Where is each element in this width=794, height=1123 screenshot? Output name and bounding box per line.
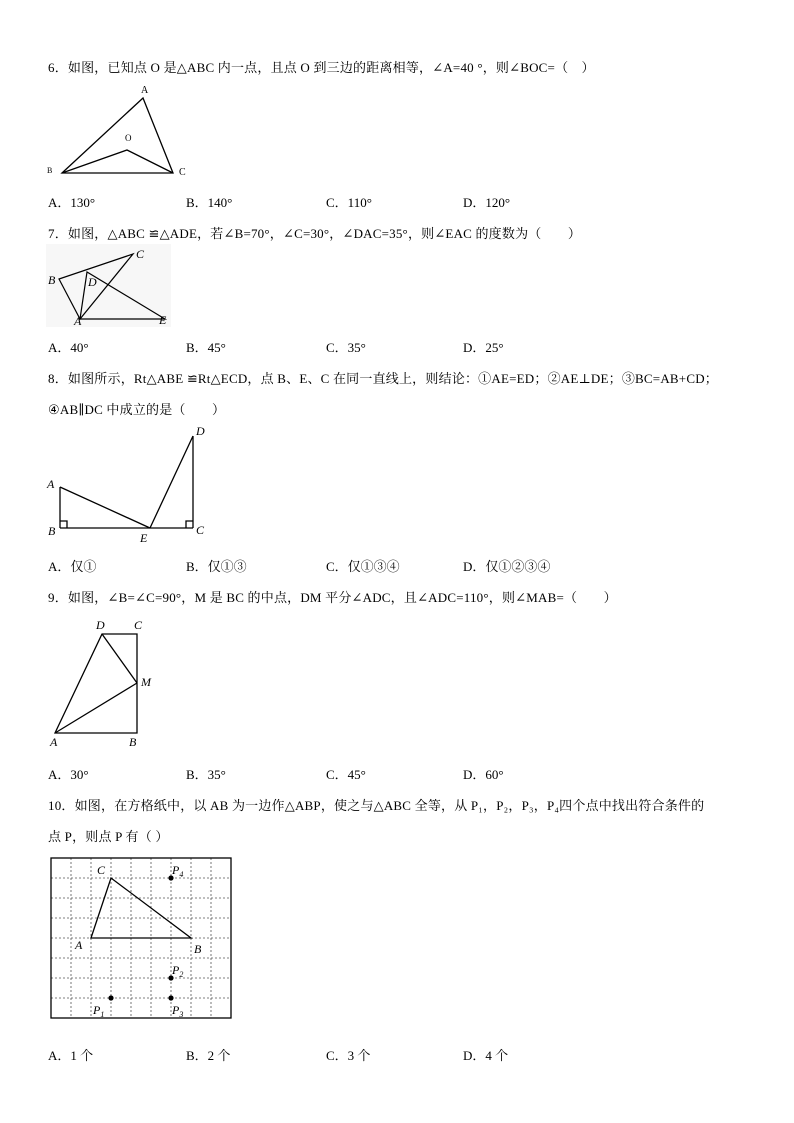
q9-option-c[interactable]: C．45° (326, 767, 366, 782)
question-9-stem: 9．如图，∠B=∠C=90°，M 是 BC 的中点，DM 平分∠ADC，且∠ADC=110°，则∠MAB=（ ） (48, 590, 617, 605)
q9-option-b[interactable]: B．35° (186, 767, 226, 782)
question-6-figure (40, 80, 200, 180)
label-o: O (125, 133, 132, 143)
label-c: C (136, 247, 145, 261)
q10-option-c[interactable]: C．3 个 (326, 1048, 371, 1063)
label-e: E (159, 313, 167, 327)
label-b: B (129, 735, 137, 749)
q7-option-c[interactable]: C．35° (326, 340, 366, 355)
segment-ed (150, 436, 193, 528)
q6-option-d[interactable]: D．120° (463, 195, 511, 210)
q6-option-c[interactable]: C．110° (326, 195, 372, 210)
q9-option-d[interactable]: D．60° (463, 767, 504, 782)
label-a: A (50, 735, 58, 749)
segment-ae (60, 487, 150, 528)
label-p3: $P_3$ (172, 1003, 184, 1019)
label-c: C (196, 523, 205, 537)
label-d: D (196, 424, 205, 438)
q6-option-a[interactable]: A．130° (48, 195, 96, 210)
label-a: A (47, 477, 55, 491)
label-c: C (97, 863, 106, 877)
question-9-figure (46, 614, 166, 752)
label-b: B (47, 166, 53, 175)
q8-option-b[interactable]: B．仅①③ (186, 559, 247, 574)
label-p4: $P_4$ (172, 863, 184, 879)
q6-option-b[interactable]: B．140° (186, 195, 233, 210)
question-6-stem: 6．如图，已知点 O 是△ABC 内一点，且点 O 到三边的距离相等，∠A=40 °，则∠BOC=（ ） (48, 60, 595, 75)
q7-option-d[interactable]: D．25° (463, 340, 504, 355)
right-angle-b (60, 521, 67, 528)
q7-option-b[interactable]: B．45° (186, 340, 226, 355)
question-7-stem: 7．如图，△ABC ≌△ADE，若∠B=70°，∠C=30°，∠DAC=35°，则∠EAC 的度数为（ ） (48, 226, 582, 241)
label-c: C (179, 167, 186, 178)
label-e: E (140, 531, 148, 545)
label-b: B (48, 524, 56, 538)
q9-option-a[interactable]: A．30° (48, 767, 89, 782)
point-p1 (108, 995, 113, 1000)
question-7-figure (46, 244, 172, 328)
label-a: A (75, 938, 83, 952)
question-8-stem-line2: ④AB∥DC 中成立的是（ ） (48, 402, 226, 417)
question-10-stem-line1: 10．如图，在方格纸中，以 AB 为一边作△ABP，使之与△ABC 全等，从 P₁，P₂，P₃，P₄四个点中找出符合条件的 (48, 798, 705, 813)
label-c: C (134, 618, 143, 632)
angle-boc-lines (62, 150, 173, 173)
q8-option-a[interactable]: A．仅① (48, 559, 97, 574)
label-p2: $P_2$ (172, 963, 184, 979)
label-b: B (48, 273, 56, 287)
question-8-stem-line1: 8．如图所示，Rt△ABE ≌Rt△ECD，点 B、E、C 在同一直线上，则结论：①AE=ED；②AE⊥DE；③BC=AB+CD； (48, 371, 718, 386)
triangle-abc (62, 98, 173, 173)
segment-dm (102, 634, 137, 683)
point-p3 (168, 995, 173, 1000)
triangle-abc (91, 878, 191, 938)
q10-option-d[interactable]: D．4 个 (463, 1048, 509, 1063)
question-10-stem-line2: 点 P，则点 P 有（ ） (48, 829, 169, 844)
q7-option-a[interactable]: A．40° (48, 340, 89, 355)
label-a: A (141, 85, 149, 96)
q8-option-c[interactable]: C．仅①③④ (326, 559, 400, 574)
label-p1: $P_1$ (93, 1003, 105, 1019)
label-d: D (96, 618, 105, 632)
q10-option-b[interactable]: B．2 个 (186, 1048, 231, 1063)
quadrilateral-abcd (55, 634, 137, 733)
label-b: B (194, 942, 202, 956)
q10-option-a[interactable]: A．1 个 (48, 1048, 94, 1063)
right-angle-c (186, 521, 193, 528)
label-m: M (141, 675, 151, 689)
label-d: D (88, 275, 97, 289)
q8-option-d[interactable]: D．仅①②③④ (463, 559, 551, 574)
question-10-grid-figure (50, 857, 232, 1019)
label-a: A (74, 314, 82, 328)
question-8-figure (46, 422, 216, 547)
